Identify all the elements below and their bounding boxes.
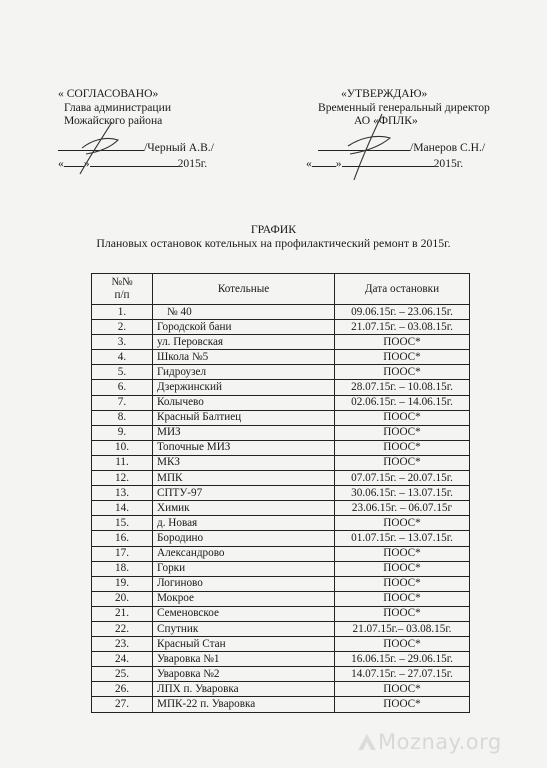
date-quote-close: »	[83, 157, 90, 170]
row-number: 17.	[92, 546, 153, 561]
boiler-name: Горки	[153, 561, 335, 576]
boiler-name: Дзержинский	[153, 380, 335, 395]
boiler-name: Семеновское	[153, 606, 335, 621]
header-number: №№ п/п	[92, 274, 153, 305]
header-boiler: Котельные	[153, 274, 335, 305]
table-row	[92, 531, 470, 546]
row-number: 20.	[92, 591, 153, 606]
stop-date: ПООС*	[335, 561, 470, 576]
right-year: 2015г.	[433, 157, 464, 170]
boiler-name: Химик	[153, 501, 335, 516]
stop-date: ПООС*	[335, 546, 470, 561]
table-row	[92, 637, 470, 652]
boiler-name: Красный Стан	[153, 637, 335, 652]
table-row	[92, 380, 470, 395]
row-number: 14.	[92, 501, 153, 516]
title-subtitle: Плановых остановок котельных на профилактический ремонт в 2015г.	[96, 236, 451, 250]
stop-date: ПООС*	[335, 591, 470, 606]
table-header-row	[92, 274, 470, 305]
boiler-name: МКЗ	[153, 455, 335, 470]
stop-date: ПООС*	[335, 697, 470, 712]
stop-date: ПООС*	[335, 516, 470, 531]
table-row	[92, 305, 470, 320]
boiler-name: Колычево	[153, 395, 335, 410]
table-row	[92, 365, 470, 380]
stop-date: 21.07.15г.– 03.08.15г.	[335, 621, 470, 636]
approval-right-line2: АО «ФПЛК»	[354, 114, 418, 127]
table-row	[92, 410, 470, 425]
row-number: 4.	[92, 350, 153, 365]
schedule-table	[91, 273, 470, 713]
row-number: 8.	[92, 410, 153, 425]
approval-right-heading: «УТВЕРЖДАЮ»	[341, 87, 428, 100]
table-row	[92, 652, 470, 667]
stop-date: ПООС*	[335, 365, 470, 380]
boiler-name: Мокрое	[153, 591, 335, 606]
stop-date: 23.06.15г. – 06.07.15г	[335, 501, 470, 516]
row-number: 26.	[92, 682, 153, 697]
stop-date: ПООС*	[335, 335, 470, 350]
table-row	[92, 591, 470, 606]
row-number: 10.	[92, 440, 153, 455]
stop-date: ПООС*	[335, 576, 470, 591]
boiler-name: Уваровка №1	[153, 652, 335, 667]
date-quote-close: »	[335, 157, 342, 170]
stop-date: 14.07.15г. – 27.07.15г.	[335, 667, 470, 682]
boiler-name: Уваровка №2	[153, 667, 335, 682]
left-handwritten-signature	[72, 118, 132, 178]
stop-date: 02.06.15г. – 14.06.15г.	[335, 395, 470, 410]
row-number: 18.	[92, 561, 153, 576]
stop-date: 07.07.15г. – 20.07.15г.	[335, 471, 470, 486]
row-number: 25.	[92, 667, 153, 682]
boiler-name: МИЗ	[153, 425, 335, 440]
table-row	[92, 546, 470, 561]
left-signer-name: /Черный А.В./	[144, 141, 214, 154]
table-row	[92, 606, 470, 621]
boiler-name: Спутник	[153, 621, 335, 636]
table-row	[92, 682, 470, 697]
stop-date: 28.07.15г. – 10.08.15г.	[335, 380, 470, 395]
boiler-name: Городской бани	[153, 320, 335, 335]
watermark-text: Moznay.org	[378, 730, 502, 754]
boiler-name: Логиново	[153, 576, 335, 591]
table-row	[92, 667, 470, 682]
watermark-logo-icon	[355, 730, 379, 754]
row-number: 6.	[92, 380, 153, 395]
table-row	[92, 320, 470, 335]
table-row	[92, 455, 470, 470]
table-row	[92, 440, 470, 455]
approval-right-line1: Временный генеральный директор	[318, 100, 490, 114]
row-number: 1.	[92, 305, 153, 320]
title-heading: ГРАФИК	[250, 222, 297, 236]
stop-date: 30.06.15г. – 13.07.15г.	[335, 486, 470, 501]
date-quote-open: «	[58, 157, 64, 170]
stop-date: ПООС*	[335, 350, 470, 365]
row-number: 3.	[92, 335, 153, 350]
boiler-name: МПК	[153, 471, 335, 486]
table-row	[92, 516, 470, 531]
stop-date: ПООС*	[335, 440, 470, 455]
stop-date: 01.07.15г. – 13.07.15г.	[335, 531, 470, 546]
row-number: 9.	[92, 425, 153, 440]
boiler-name: СПТУ-97	[153, 486, 335, 501]
approval-left-heading: « СОГЛАСОВАНО»	[58, 87, 159, 100]
date-quote-open: «	[306, 157, 312, 170]
table-row	[92, 576, 470, 591]
boiler-name: Александрово	[153, 546, 335, 561]
stop-date: ПООС*	[335, 606, 470, 621]
table-row	[92, 350, 470, 365]
stop-date: 16.06.15г. – 29.06.15г.	[335, 652, 470, 667]
row-number: 5.	[92, 365, 153, 380]
approval-left-line2: Можайского района	[64, 114, 163, 127]
boiler-name: МПК-22 п. Уваровка	[153, 697, 335, 712]
row-number: 2.	[92, 320, 153, 335]
boiler-name: Школа №5	[153, 350, 335, 365]
row-number: 12.	[92, 471, 153, 486]
left-year: 2015г.	[177, 157, 208, 170]
stop-date: 09.06.15г. – 23.06.15г.	[335, 305, 470, 320]
table-row	[92, 395, 470, 410]
row-number: 19.	[92, 576, 153, 591]
table-row	[92, 471, 470, 486]
header-date: Дата остановки	[335, 274, 470, 305]
row-number: 23.	[92, 637, 153, 652]
table-row	[92, 425, 470, 440]
boiler-name: ЛПХ п. Уваровка	[153, 682, 335, 697]
table-row	[92, 621, 470, 636]
right-signer-name: /Манеров С.Н./	[410, 141, 486, 154]
table-row	[92, 486, 470, 501]
boiler-name: № 40	[153, 305, 335, 320]
stop-date: ПООС*	[335, 682, 470, 697]
table-row	[92, 697, 470, 712]
boiler-name: Красный Балтиец	[153, 410, 335, 425]
table-row	[92, 335, 470, 350]
boiler-name: Гидроузел	[153, 365, 335, 380]
stop-date: 21.07.15г. – 03.08.15г.	[335, 320, 470, 335]
row-number: 22.	[92, 621, 153, 636]
row-number: 11.	[92, 455, 153, 470]
boiler-name: ул. Перовская	[153, 335, 335, 350]
boiler-name: Топочные МИЗ	[153, 440, 335, 455]
approval-left-line1: Глава администрации	[64, 100, 172, 114]
table-row	[92, 561, 470, 576]
row-number: 27.	[92, 697, 153, 712]
row-number: 21.	[92, 606, 153, 621]
row-number: 7.	[92, 395, 153, 410]
document-title	[0, 222, 547, 250]
table-row	[92, 501, 470, 516]
row-number: 15.	[92, 516, 153, 531]
row-number: 13.	[92, 486, 153, 501]
stop-date: ПООС*	[335, 410, 470, 425]
right-handwritten-signature	[330, 112, 400, 182]
stop-date: ПООС*	[335, 425, 470, 440]
row-number: 16.	[92, 531, 153, 546]
row-number: 24.	[92, 652, 153, 667]
stop-date: ПООС*	[335, 637, 470, 652]
stop-date: ПООС*	[335, 455, 470, 470]
boiler-name: д. Новая	[153, 516, 335, 531]
boiler-name: Бородино	[153, 531, 335, 546]
